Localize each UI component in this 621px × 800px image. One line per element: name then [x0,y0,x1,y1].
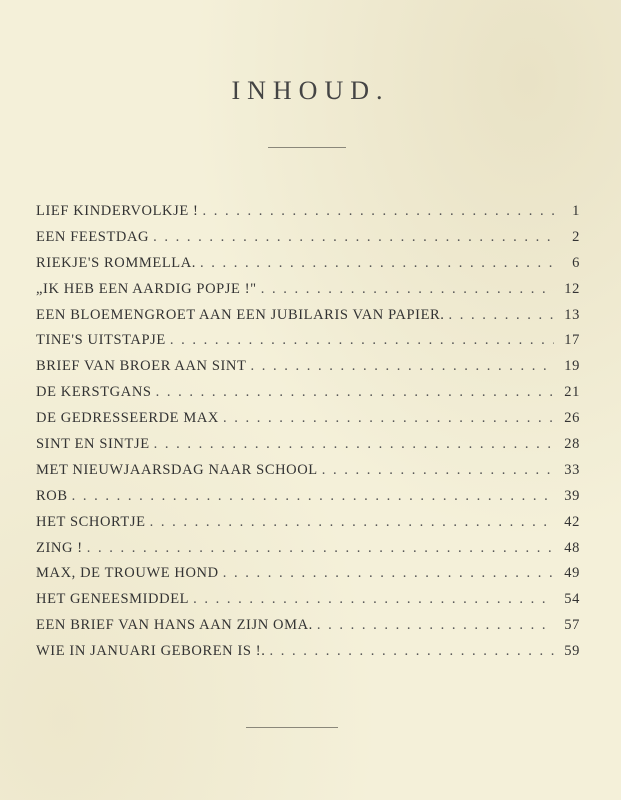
toc-entry [36,488,580,514]
dot-leader [87,540,554,557]
toc-entry [36,565,580,591]
toc-entry [36,358,580,384]
toc-page-number: 48 [564,539,580,556]
toc-page-number: 12 [564,280,580,297]
toc-page-number: 19 [564,358,580,375]
toc-page-number: 54 [564,591,580,608]
dot-leader [202,203,554,220]
toc-page-number: 17 [564,332,580,349]
toc-entry [36,229,580,255]
dot-leader [250,358,554,375]
toc-entry-title: ZING ! [36,539,83,556]
toc-entry-title: HET GENEESMIDDEL [36,591,190,608]
toc-page-number: 33 [564,461,580,478]
toc-page-number: 59 [564,643,580,660]
toc-entry-title: EEN BLOEMENGROET AAN EEN JUBILARIS VAN PAPIER. [36,306,445,323]
toc-entry [36,617,580,643]
top-divider [268,147,346,148]
toc-entry-title: RIEKJE'S ROMMELLA. [36,254,197,271]
toc-page-number: 21 [564,384,580,401]
toc-page-number: 13 [564,306,580,323]
toc-entry [36,255,580,281]
toc-entry-title: MAX, DE TROUWE HOND [36,565,219,582]
toc-entry-title: BRIEF VAN BROER AAN SINT [36,358,247,375]
toc-page-number: 49 [564,565,580,582]
toc-entry [36,643,580,669]
toc-page-number: 1 [572,203,580,219]
dot-leader [170,332,554,349]
toc-entry [36,462,580,488]
dot-leader [449,307,554,324]
toc-entry [36,281,580,307]
dot-leader [317,617,554,634]
dot-leader [150,514,554,531]
toc-page-number: 28 [564,436,580,453]
toc-page-number: 6 [572,254,580,271]
dot-leader [193,591,554,608]
toc-entry-title: DE KERSTGANS [36,384,152,401]
page-title: INHOUD. [231,76,390,105]
dot-leader [156,384,554,401]
toc-entry [36,540,580,566]
toc-entry [36,384,580,410]
toc-page-number: 42 [564,513,580,530]
dot-leader [269,643,554,660]
dot-leader [154,436,554,453]
dot-leader [322,462,554,479]
toc-entry-title: EEN BRIEF VAN HANS AAN ZIJN OMA. [36,617,313,634]
toc-entry-title: EEN FEESTDAG [36,228,150,245]
toc-page-number: 26 [564,410,580,427]
toc-entry-title: DE GEDRESSEERDE MAX [36,410,219,427]
dot-leader [200,255,554,272]
toc-entry [36,307,580,333]
bottom-divider [246,727,338,728]
toc-entry [36,436,580,462]
dot-leader [223,410,554,427]
toc-entry-title: HET SCHORTJE [36,513,146,530]
table-of-contents [36,203,580,669]
toc-entry-title: LIEF KINDERVOLKJE ! [36,203,199,219]
toc-entry-title: TINE'S UITSTAPJE [36,332,166,349]
toc-page-number: 57 [564,617,580,634]
toc-entry-title: „IK HEB EEN AARDIG POPJE !" [36,280,257,297]
dot-leader [261,281,554,298]
dot-leader [153,229,554,246]
toc-entry-title: MET NIEUWJAARSDAG NAAR SCHOOL [36,461,318,478]
dot-leader [223,565,554,582]
toc-entry [36,514,580,540]
toc-entry-title: ROB [36,487,68,504]
dot-leader [72,488,554,505]
toc-entry-title: WIE IN JANUARI GEBOREN IS !. [36,643,266,660]
toc-page-number: 39 [564,487,580,504]
toc-entry [36,410,580,436]
toc-page-number: 2 [572,228,580,245]
toc-entry [36,332,580,358]
toc-entry [36,591,580,617]
toc-entry-title: SINT EN SINTJE [36,436,150,453]
toc-entry [36,203,580,229]
